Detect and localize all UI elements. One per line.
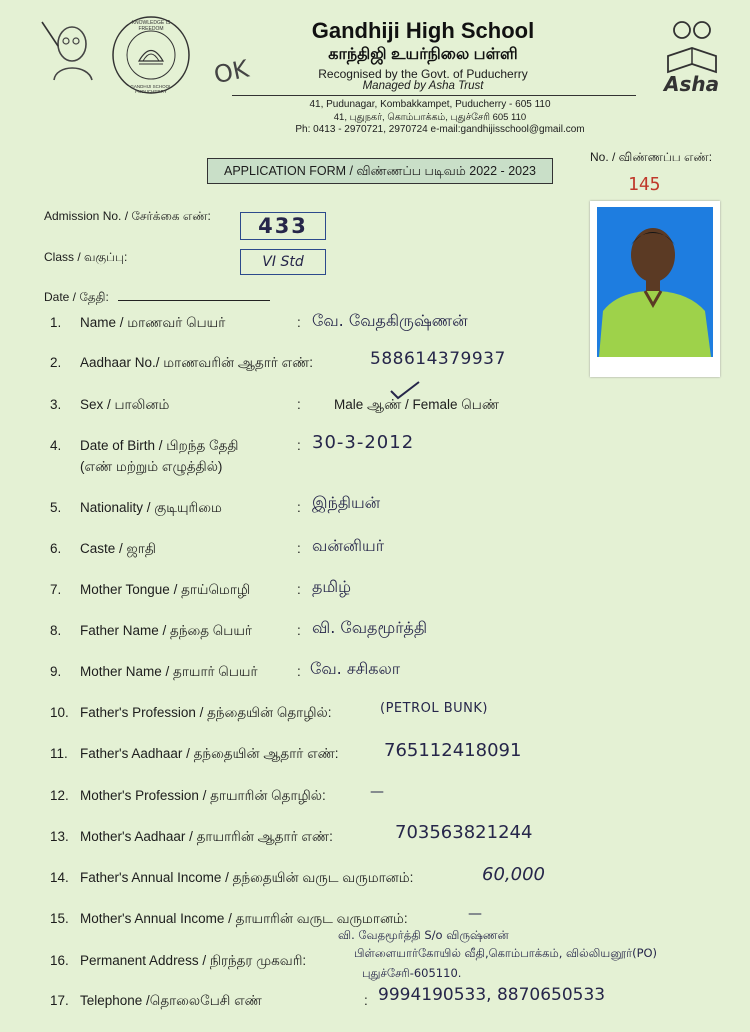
gandhi-portrait-icon (36, 16, 106, 82)
field-number: 2. (50, 355, 62, 370)
field-number: 9. (50, 664, 62, 679)
field-number: 3. (50, 397, 62, 412)
field-label: Father's Annual Income / தந்தையின் வருட வருமானம்: (80, 870, 414, 885)
field-label: Sex / பாலினம் (80, 397, 170, 412)
field-separator: : (297, 582, 301, 597)
field-label: Mother's Annual Income / தாயாரின் வருட வருமானம்: (80, 911, 408, 926)
field-number: 7. (50, 582, 62, 597)
field-separator: : (297, 541, 301, 556)
address-en: 41, Pudunagar, Kombakkampet, Puducherry - 605 110 (309, 99, 551, 110)
field-separator: : (364, 993, 368, 1008)
mother-name-value[interactable]: வே. சசிகலா (310, 659, 401, 678)
nationality-value[interactable]: இந்தியன் (312, 493, 381, 512)
recognition-text: Recognised by the Govt. of Puducherry (318, 67, 528, 81)
field-label: Caste / ஜாதி (80, 541, 156, 556)
field-label: Mother's Aadhaar / தாயாரின் ஆதார் எண்: (80, 829, 333, 844)
field-number: 16. (50, 953, 69, 968)
field-label: Aadhaar No./ மாணவரின் ஆதார் எண்: (80, 355, 314, 370)
admission-number-field[interactable]: 433 (240, 212, 326, 240)
father-aadhaar-value[interactable]: 765112418091 (384, 740, 522, 761)
field-separator: : (297, 623, 301, 638)
address-line-3[interactable]: புதுச்சேரி-605110. (362, 966, 462, 980)
field-separator: : (297, 664, 301, 679)
student-photo (590, 201, 720, 377)
aadhaar-value[interactable]: 588614379937 (370, 349, 506, 369)
mother-aadhaar-value[interactable]: 703563821244 (395, 822, 533, 843)
field-label: Date of Birth / பிறந்த தேதி (80, 438, 239, 453)
father-profession-value[interactable]: (PETROL BUNK) (380, 701, 488, 716)
mother-income-value[interactable]: — (468, 906, 482, 922)
field-number: 17. (50, 993, 69, 1008)
class-label: Class / வகுப்பு: (44, 250, 128, 264)
mother-tongue-value[interactable]: தமிழ் (312, 577, 352, 596)
father-income-value[interactable]: 60,000 (482, 864, 545, 885)
field-label: Mother Tongue / தாய்மொழி (80, 582, 251, 597)
header-divider (232, 95, 636, 96)
field-number: 8. (50, 623, 62, 638)
field-label: Mother's Profession / தாயாரின் தொழில்: (80, 788, 326, 803)
field-label: Name / மாணவர் பெயர் (80, 315, 226, 330)
telephone-value[interactable]: 9994190533, 8870650533 (378, 985, 606, 1005)
field-label: Father Name / தந்தை பெயர் (80, 623, 252, 638)
field-number: 6. (50, 541, 62, 556)
field-number: 14. (50, 870, 69, 885)
sex-options[interactable]: Male ஆண் / Female பெண் (334, 397, 500, 412)
date-label: Date / தேதி: (44, 290, 109, 304)
class-field[interactable]: VI Std (240, 249, 326, 275)
field-label-sub: (எண் மற்றும் எழுத்தில்) (80, 459, 223, 474)
field-separator: : (297, 500, 301, 515)
field-number: 15. (50, 911, 69, 926)
address-ta: 41, புதுநகர், கொம்பாக்கம், புதுச்சேரி 605 110 (333, 112, 527, 123)
form-title: APPLICATION FORM / விண்ணப்ப படிவம் 2022 - 2023 (207, 158, 553, 184)
school-seal (110, 14, 192, 96)
student-name-value[interactable]: வே. வேதகிருஷ்ணன் (312, 311, 468, 330)
asha-logo-icon (660, 18, 724, 76)
field-label: Father's Profession / தந்தையின் தொழில்: (80, 705, 332, 720)
field-label: Father's Aadhaar / தந்தையின் ஆதார் எண்: (80, 746, 339, 761)
field-number: 4. (50, 438, 62, 453)
field-separator: : (297, 397, 301, 412)
field-number: 12. (50, 788, 69, 803)
field-number: 10. (50, 705, 69, 720)
seal-top-text: KNOWLEDGE IS FREEDOM (131, 20, 171, 32)
date-field[interactable] (118, 300, 270, 301)
dob-value[interactable]: 30-3-2012 (312, 432, 415, 453)
address-line-2[interactable]: பிள்ளையார்கோயில் வீதி,கொம்பாக்கம், வில்லியனூர்(PO) (354, 946, 658, 960)
field-separator: : (297, 438, 301, 453)
tick-mark-icon (388, 380, 422, 405)
field-label: Permanent Address / நிரந்தர முகவரி: (80, 953, 307, 968)
serial-label: No. / விண்ணப்ப எண்: (590, 150, 713, 164)
admission-label: Admission No. / சேர்க்கை எண்: (44, 209, 211, 223)
field-number: 5. (50, 500, 62, 515)
seal-bottom-text: GANDHIJI SCHOOL PUDUCHERRY (130, 84, 172, 94)
managed-by-text: Managed by Asha Trust (362, 80, 484, 92)
asha-logo-text: Asha (664, 72, 720, 96)
contact-text: Ph: 0413 - 2970721, 2970724 e-mail:gandhijisschool@gmail.com (295, 124, 585, 135)
mother-profession-value[interactable]: — (370, 784, 384, 800)
field-label: Telephone /தொலைபேசி எண் (80, 993, 262, 1008)
field-label: Nationality / குடியுரிமை (80, 500, 222, 515)
serial-number: 145 (628, 174, 661, 195)
caste-value[interactable]: வன்னியர் (312, 536, 385, 555)
field-number: 13. (50, 829, 69, 844)
field-number: 1. (50, 315, 62, 330)
father-name-value[interactable]: வி. வேதமூர்த்தி (312, 618, 428, 637)
field-number: 11. (50, 746, 68, 761)
ok-mark: OK (211, 54, 252, 90)
field-separator: : (297, 315, 301, 330)
address-line-1[interactable]: வி. வேதமூர்த்தி S/o விருஷ்ணன் (338, 928, 509, 942)
school-name-tamil: காந்திஜி உயர்நிலை பள்ளி (328, 46, 518, 63)
field-label: Mother Name / தாயார் பெயர் (80, 664, 258, 679)
school-name: Gandhiji High School (311, 18, 535, 43)
